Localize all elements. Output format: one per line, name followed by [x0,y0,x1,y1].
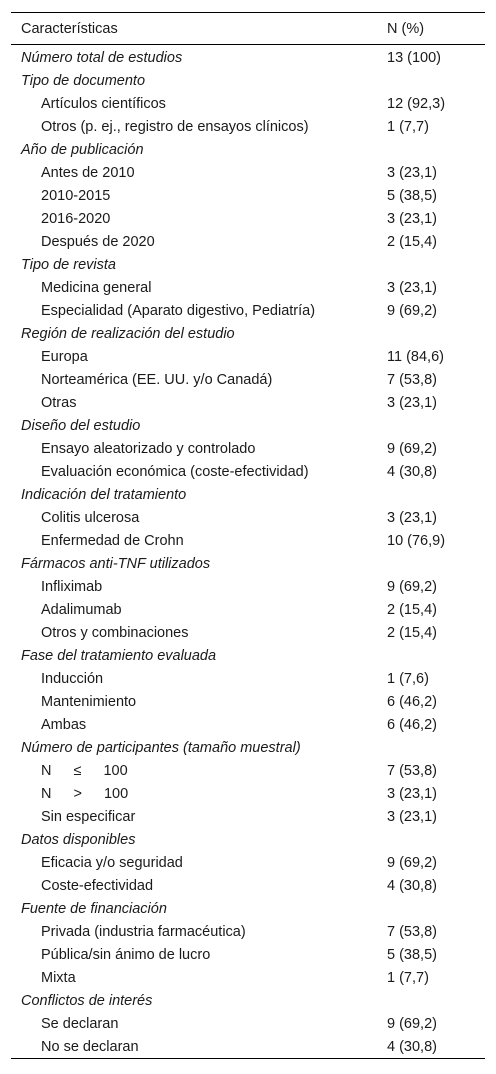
row-value: 4 (30,8) [387,463,437,480]
row-value: 1 (7,6) [387,670,429,687]
row-label: Coste-efectividad [41,877,154,894]
row-label: Indicación del tratamiento [21,486,187,503]
row-label: Eficacia y/o seguridad [41,854,183,871]
row-value: 1 (7,7) [387,969,429,986]
row-value: 7 (53,8) [387,923,437,940]
row-value: 13 (100) [387,49,442,66]
row-label: Después de 2020 [41,233,155,250]
table-body [11,46,485,1058]
table-category-row [11,322,485,345]
row-label: Fase del tratamiento evaluada [21,647,217,664]
row-label: Tipo de revista [21,256,116,273]
row-label: Especialidad (Aparato digestivo, Pediatría) [41,302,316,319]
table-row [11,966,485,989]
row-value: 2 (15,4) [387,233,437,250]
table-category-row [11,414,485,437]
row-value: 3 (23,1) [387,785,437,802]
table-row [11,230,485,253]
row-value: 5 (38,5) [387,946,437,963]
table-row [11,690,485,713]
row-label: Se declaran [41,1015,119,1032]
table-category-row [11,483,485,506]
row-label: Región de realización del estudio [21,325,235,342]
row-label: N ≤ 100 [41,762,128,779]
row-label: Artículos científicos [41,95,166,112]
row-label: Mantenimiento [41,693,137,710]
table-category-row [11,552,485,575]
table-category-row [11,138,485,161]
row-value: 9 (69,2) [387,302,437,319]
row-label: Número de participantes (tamaño muestral) [21,739,301,756]
table-row [11,437,485,460]
row-value: 3 (23,1) [387,394,437,411]
table-row [11,161,485,184]
row-label: Otras [41,394,77,411]
row-label: Infliximab [41,578,103,595]
table-row [11,184,485,207]
row-label: Norteamérica (EE. UU. y/o Canadá) [41,371,273,388]
row-value: 10 (76,9) [387,532,446,549]
row-value: 7 (53,8) [387,371,437,388]
table-row [11,575,485,598]
table-row [11,598,485,621]
row-label: Europa [41,348,88,365]
row-value: 3 (23,1) [387,210,437,227]
row-value: 3 (23,1) [387,164,437,181]
row-label: Pública/sin ánimo de lucro [41,946,211,963]
row-value: 12 (92,3) [387,95,446,112]
table-row [11,851,485,874]
row-label: Colitis ulcerosa [41,509,140,526]
row-label: Evaluación económica (coste-efectividad) [41,463,309,480]
table-category-row [11,897,485,920]
row-value: 6 (46,2) [387,693,437,710]
table-row [11,759,485,782]
table-row [11,1012,485,1035]
table-row [11,345,485,368]
row-label: Otros (p. ej., registro de ensayos clínicos) [41,118,309,135]
row-value: 9 (69,2) [387,1015,437,1032]
table-header-row [11,13,485,45]
row-label: Conflictos de interés [21,992,153,1009]
table-category-row [11,989,485,1012]
row-label: Mixta [41,969,76,986]
table-row [11,1035,485,1058]
row-value: 3 (23,1) [387,279,437,296]
table-row [11,920,485,943]
table-category-row [11,644,485,667]
row-value: 3 (23,1) [387,509,437,526]
header-characteristics: Características [21,20,118,37]
table-row [11,943,485,966]
characteristics-table [11,12,485,1059]
table-row [11,368,485,391]
row-label: Otros y combinaciones [41,624,189,641]
row-value: 2 (15,4) [387,624,437,641]
row-label: Antes de 2010 [41,164,135,181]
row-value: 9 (69,2) [387,440,437,457]
table-row [11,782,485,805]
row-label: Ensayo aleatorizado y controlado [41,440,256,457]
table-row [11,667,485,690]
row-value: 6 (46,2) [387,716,437,733]
table-row [11,92,485,115]
row-label: Diseño del estudio [21,417,141,434]
row-label: No se declaran [41,1038,139,1055]
table-row [11,506,485,529]
row-label: Fármacos anti-TNF utilizados [21,555,211,572]
table-row [11,621,485,644]
row-value: 4 (30,8) [387,1038,437,1055]
table-row [11,207,485,230]
table-row [11,713,485,736]
row-label: Fuente de financiación [21,900,167,917]
table-category-row [11,828,485,851]
table-row [11,391,485,414]
row-label: 2010-2015 [41,187,111,204]
row-label: Datos disponibles [21,831,136,848]
table-row [11,299,485,322]
table-category-row [11,69,485,92]
table-row [11,805,485,828]
table-category-row [11,46,485,69]
row-label: 2016-2020 [41,210,111,227]
row-value: 7 (53,8) [387,762,437,779]
row-label: Tipo de documento [21,72,146,89]
row-value: 4 (30,8) [387,877,437,894]
table-row [11,529,485,552]
table-category-row [11,253,485,276]
table-row [11,874,485,897]
row-value: 9 (69,2) [387,578,437,595]
table-row [11,276,485,299]
row-label: Año de publicación [21,141,144,158]
row-label: Sin especificar [41,808,136,825]
row-label: Ambas [41,716,87,733]
row-label: N > 100 [41,785,129,802]
table-row [11,460,485,483]
row-value: 5 (38,5) [387,187,437,204]
header-n-percent: N (%) [387,20,425,37]
row-label: Adalimumab [41,601,122,618]
table-row [11,115,485,138]
table-category-row [11,736,485,759]
row-value: 2 (15,4) [387,601,437,618]
row-label: Medicina general [41,279,152,296]
row-value: 3 (23,1) [387,808,437,825]
row-label: Número total de estudios [21,49,183,66]
row-label: Inducción [41,670,104,687]
row-value: 1 (7,7) [387,118,429,135]
row-value: 11 (84,6) [387,348,444,365]
row-label: Privada (industria farmacéutica) [41,923,246,940]
row-value: 9 (69,2) [387,854,437,871]
row-label: Enfermedad de Crohn [41,532,184,549]
